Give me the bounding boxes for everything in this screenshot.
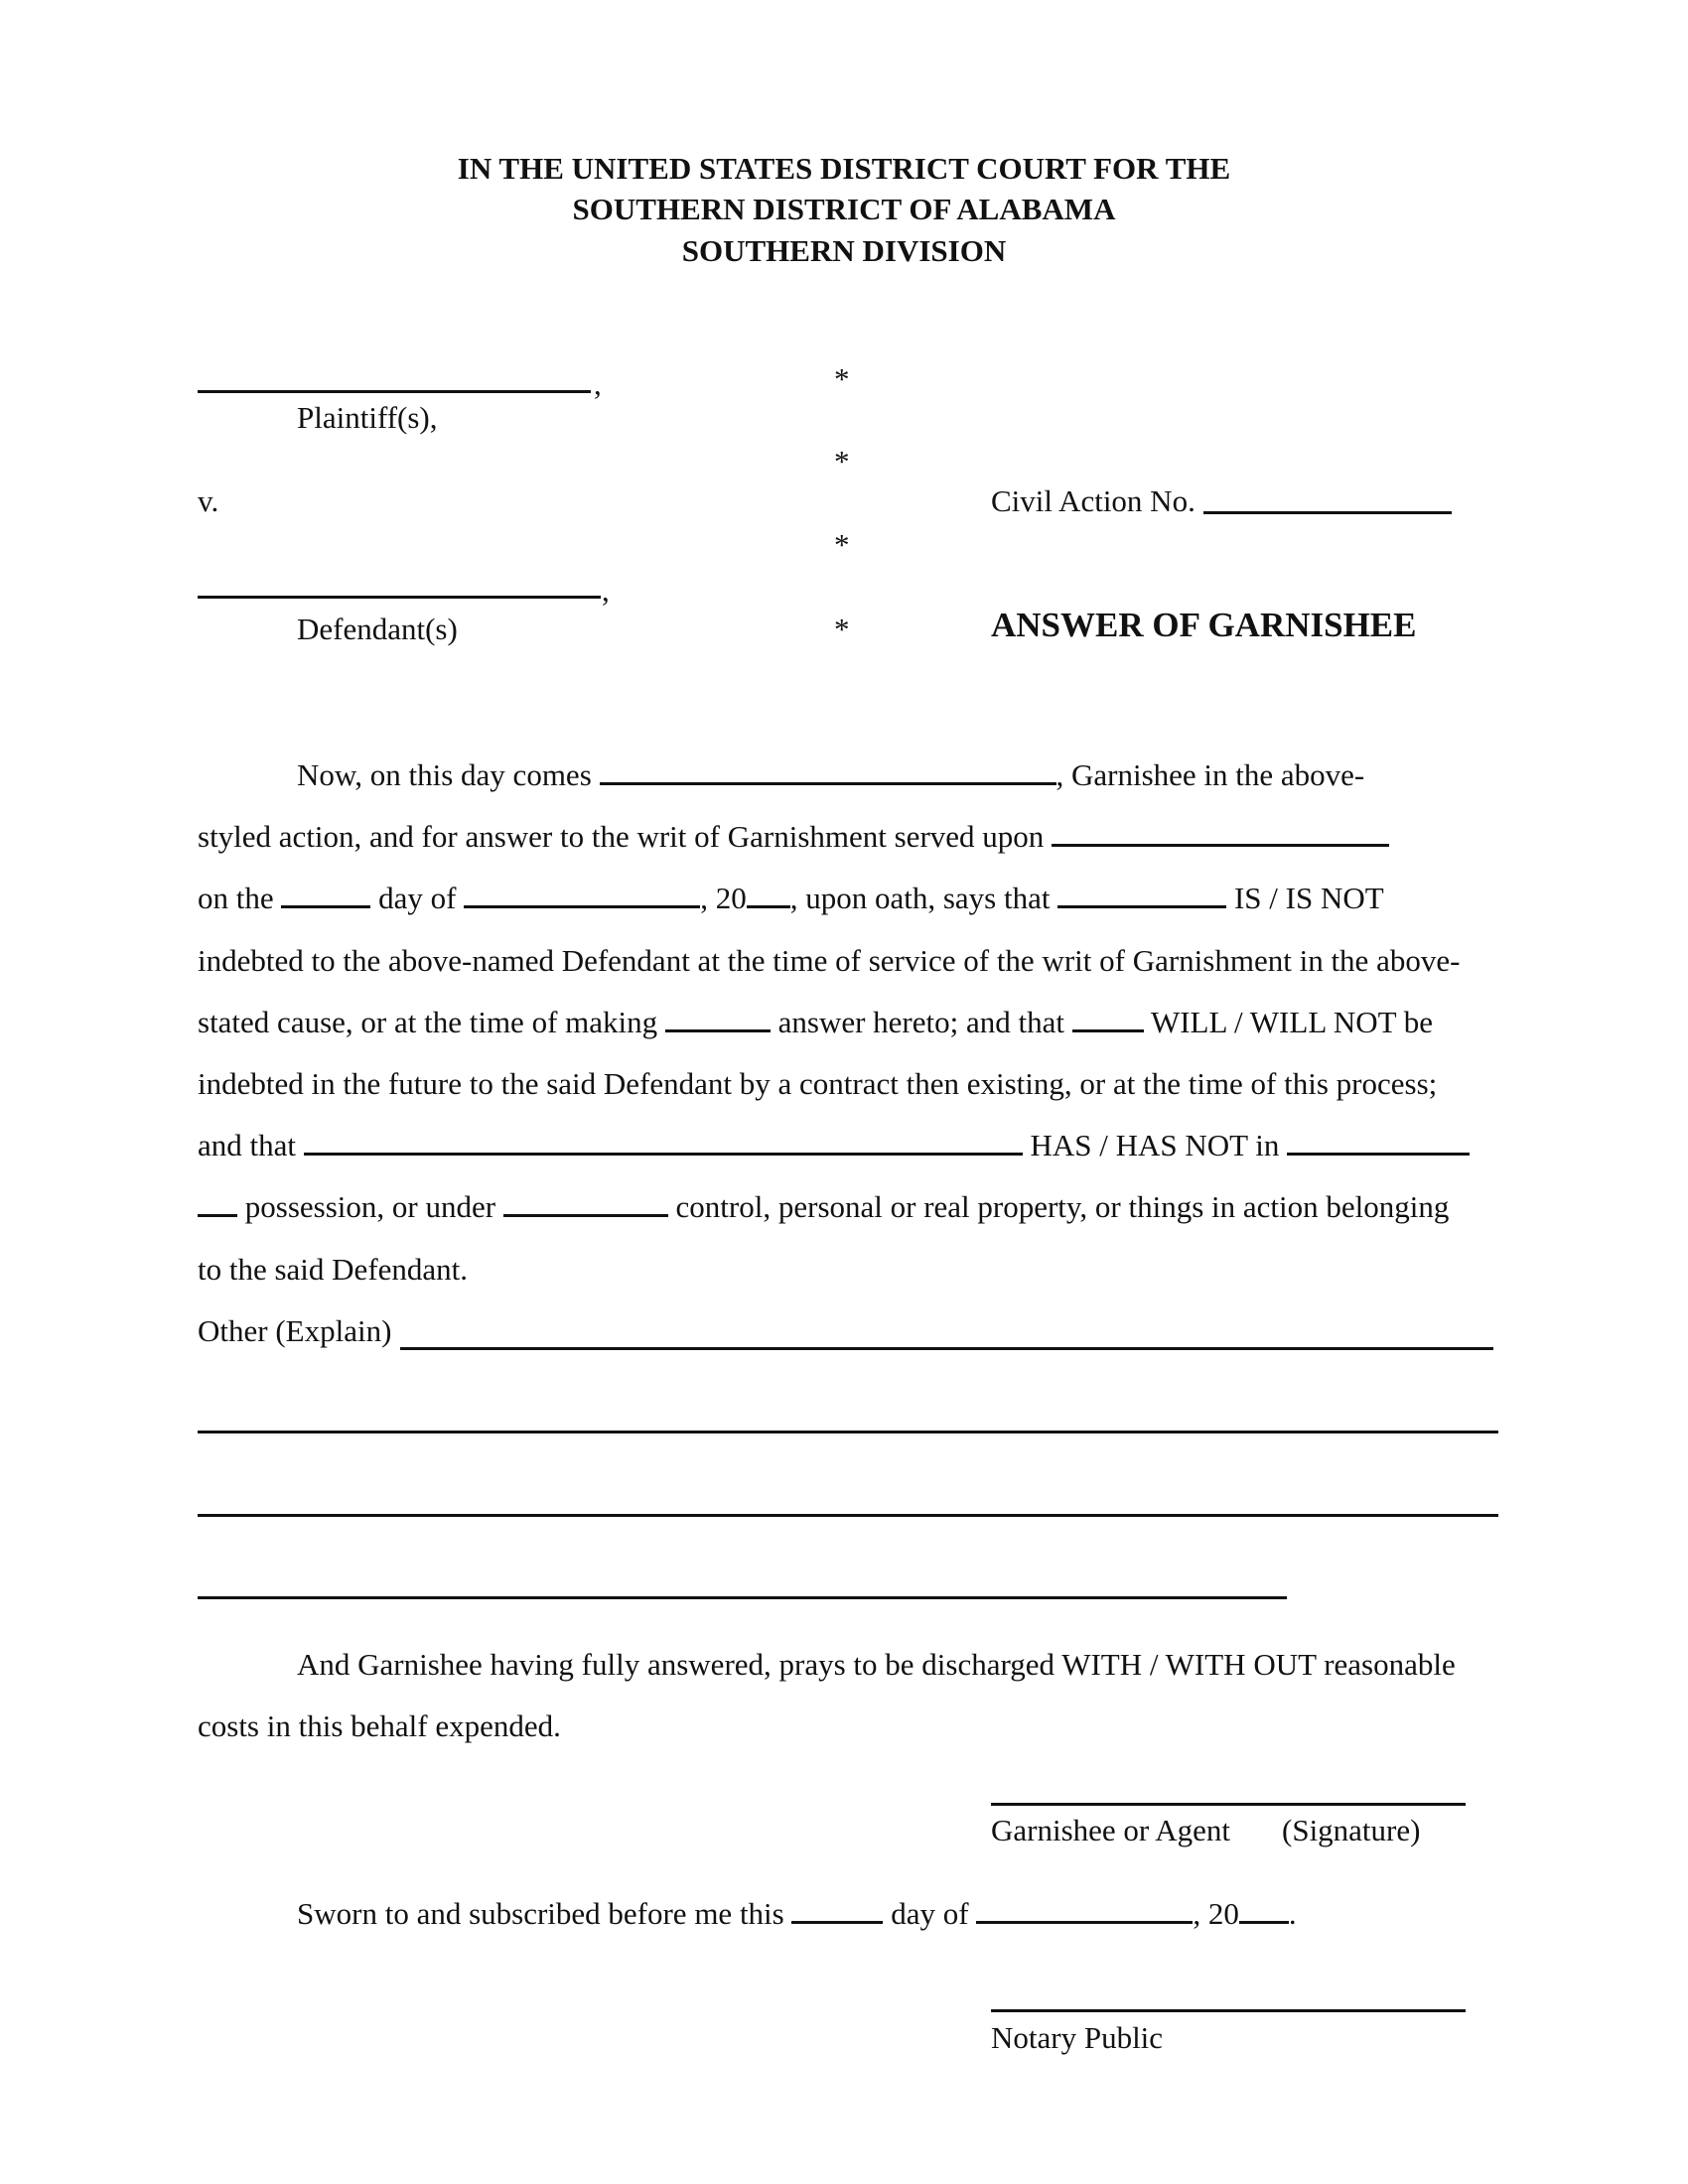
notary-signature-line[interactable] (991, 2009, 1466, 2012)
defendant-label: Defendant(s) (297, 612, 458, 646)
property-holder-blank[interactable] (304, 1152, 1023, 1156)
caption-asterisk: * (834, 612, 850, 646)
plaintiff-label: Plaintiff(s), (297, 400, 438, 435)
body-line-7: and that HAS / HAS NOT in (198, 1128, 1470, 1163)
body-line-8: possession, or under control, personal or real property, or things in action belonging (198, 1189, 1449, 1225)
defendant-comma: , (602, 573, 610, 608)
service-month-blank[interactable] (464, 904, 700, 908)
signature-label: (Signature) (1282, 1813, 1421, 1847)
service-day-blank[interactable] (281, 904, 370, 908)
body-line-5: stated cause, or at the time of making answer hereto; and that WILL / WILL NOT be (198, 1005, 1434, 1039)
answer-party-blank[interactable] (665, 1028, 771, 1032)
other-explain-line-3[interactable] (198, 1514, 1498, 1517)
other-explain-line-4[interactable] (198, 1596, 1287, 1599)
court-heading-line-2: SOUTHERN DISTRICT OF ALABAMA (572, 192, 1116, 226)
court-heading-line-1: IN THE UNITED STATES DISTRICT COURT FOR THE (457, 151, 1231, 186)
body-line-4: indebted to the above-named Defendant at the time of service of the writ of Garnishment in the above- (198, 943, 1461, 978)
future-party-blank[interactable] (1072, 1028, 1144, 1032)
other-explain-line-1[interactable] (400, 1347, 1493, 1350)
caption-asterisk: * (834, 527, 850, 562)
other-explain-label: Other (Explain) (198, 1313, 392, 1348)
court-heading-line-3: SOUTHERN DIVISION (681, 233, 1007, 268)
civil-action-label: Civil Action No. (991, 483, 1196, 518)
civil-action-number-blank[interactable] (1203, 511, 1452, 514)
body-line-1: Now, on this day comes , Garnishee in the above- (297, 757, 1365, 792)
plaintiff-name-blank[interactable] (198, 390, 591, 393)
served-upon-blank[interactable] (1052, 843, 1389, 847)
indebted-party-blank[interactable] (1057, 904, 1226, 908)
sworn-day-blank[interactable] (791, 1920, 883, 1924)
other-explain-line-2[interactable] (198, 1431, 1498, 1433)
closing-line-1: And Garnishee having fully answered, prays to be discharged WITH / WITH OUT reasonable (297, 1647, 1456, 1682)
control-party-blank[interactable] (503, 1213, 668, 1217)
possession-party-blank[interactable] (1287, 1152, 1470, 1156)
body-line-3: on the day of , 20 , upon oath, says that IS / IS NOT (198, 881, 1384, 915)
body-line-6: indebted in the future to the said Defendant by a contract then existing, or at the time of this process; (198, 1066, 1438, 1101)
service-year-blank[interactable] (747, 904, 790, 908)
plaintiff-comma: , (594, 366, 602, 401)
versus-label: v. (198, 483, 219, 518)
body-line-2: styled action, and for answer to the writ of Garnishment served upon (198, 819, 1389, 855)
document-title: ANSWER OF GARNISHEE (991, 606, 1417, 644)
caption-asterisk: * (834, 444, 850, 478)
body-line-9: to the said Defendant. (198, 1252, 469, 1287)
sworn-line: Sworn to and subscribed before me this day of , 20 . (297, 1896, 1297, 1931)
sworn-year-blank[interactable] (1239, 1920, 1289, 1924)
closing-line-2: costs in this behalf expended. (198, 1708, 561, 1743)
notary-public-label: Notary Public (991, 2020, 1164, 2055)
garnishee-name-blank[interactable] (600, 781, 1056, 785)
garnishee-signature-line[interactable] (991, 1803, 1466, 1806)
defendant-name-blank[interactable] (198, 596, 601, 599)
possession-party-blank-cont[interactable] (198, 1213, 237, 1217)
caption-asterisk: * (834, 361, 850, 396)
garnishee-agent-label: Garnishee or Agent (991, 1813, 1231, 1847)
sworn-month-blank[interactable] (976, 1920, 1193, 1924)
